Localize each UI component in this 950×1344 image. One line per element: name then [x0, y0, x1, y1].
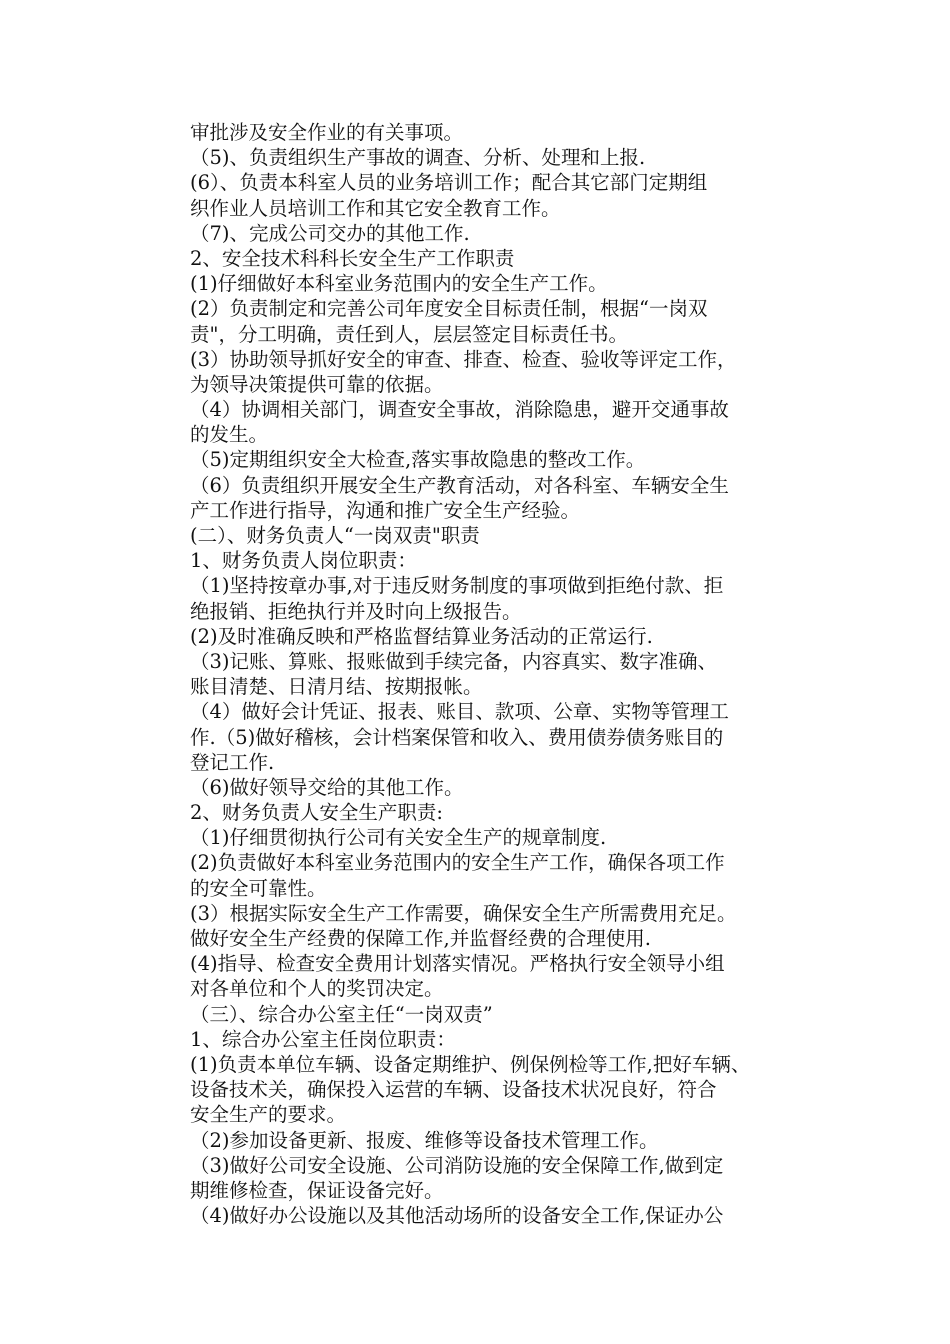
text-line: （6)做好领导交给的其他工作。	[190, 775, 464, 799]
text-line: 织作业人员培训工作和其它安全教育工作。	[190, 196, 561, 220]
text-line: （4）做好会计凭证、报表、账目、款项、公章、实物等管理工	[190, 700, 729, 724]
text-line: 的发生。	[190, 423, 269, 447]
text-line: 对各单位和个人的奖罚决定。	[190, 977, 444, 1001]
text-line: 1、综合办公室主任岗位职责：	[190, 1027, 456, 1051]
text-line: （4)做好办公设施以及其他活动场所的设备安全工作,保证办公	[190, 1204, 724, 1228]
text-line: 2、安全技术科科长安全生产工作职责	[190, 246, 515, 270]
text-line: （2)参加设备更新、报废、维修等设备技术管理工作。	[190, 1128, 659, 1152]
text-line: （6）负责组织开展安全生产教育活动，对各科室、车辆安全生	[190, 473, 729, 497]
text-line: (3）协助领导抓好安全的审查、排查、检查、验收等评定工作，	[190, 347, 737, 371]
text-line: (2)及时准确反映和严格监督结算业务活动的正常运行.	[190, 624, 653, 648]
text-line: 安全生产的要求。	[190, 1103, 347, 1127]
text-line: 作.（5)做好稽核，会计档案保管和收入、费用债券债务账目的	[190, 725, 724, 749]
text-line: (4)指导、检查安全费用计划落实情况。严格执行安全领导小组	[190, 952, 725, 976]
text-line: （三）、综合办公室主任“一岗双责”	[190, 1002, 493, 1026]
text-line: 绝报销、拒绝执行并及时向上级报告。	[190, 599, 522, 623]
text-line: （4）协调相关部门，调查安全事故，消除隐患，避开交通事故	[190, 398, 729, 422]
text-line: 产工作进行指导，沟通和推广安全生产经验。	[190, 498, 581, 522]
text-line: （5)定期组织安全大检查,落实事故隐患的整改工作。	[190, 448, 646, 472]
text-line: (2）负责制定和完善公司年度安全目标责任制，根据“一岗双	[190, 297, 708, 321]
text-line: (1)仔细做好本科室业务范围内的安全生产工作。	[190, 272, 608, 296]
text-line: 做好安全生产经费的保障工作,并监督经费的合理使用.	[190, 927, 651, 950]
text-line: 设备技术关，确保投入运营的车辆、设备技术状况良好，符合	[190, 1078, 717, 1102]
text-line: (3）根据实际安全生产工作需要，确保安全生产所需费用充足。	[190, 901, 737, 925]
text-line: 责"，分工明确，责任到人，层层签定目标责任书。	[190, 322, 628, 346]
text-line: 期维修检查，保证设备完好。	[190, 1178, 444, 1202]
text-line: 为领导决策提供可靠的依据。	[190, 372, 444, 396]
document-body	[190, 120, 830, 1228]
text-line: （1)坚持按章办事,对于违反财务制度的事项做到拒绝付款、拒	[190, 574, 724, 598]
text-line: 登记工作.	[190, 750, 275, 774]
text-line: (1)负责本单位车辆、设备定期维护、例保例检等工作,把好车辆、	[190, 1052, 751, 1076]
text-line: 审批涉及安全作业的有关事项。	[190, 121, 464, 144]
text-line: 的安全可靠性。	[190, 876, 327, 900]
text-line: (2)负责做好本科室业务范围内的安全生产工作，确保各项工作	[190, 851, 725, 875]
text-line: （7)、完成公司交办的其他工作.	[190, 221, 470, 245]
text-line: 2、财务负责人安全生产职责:	[190, 801, 443, 825]
text-line: 1、财务负责人岗位职责：	[190, 549, 417, 573]
text-line: (二）、财务负责人“一岗双责"职责	[190, 524, 480, 547]
text-line: （1)仔细贯彻执行公司有关安全生产的规章制度.	[190, 826, 607, 850]
text-line: （3)记账、算账、报账做到手续完备，内容真实、数字准确、	[190, 649, 718, 673]
text-line: (6）、负责本科室人员的业务培训工作；配合其它部门定期组	[190, 171, 708, 195]
text-line: （3)做好公司安全设施、公司消防设施的安全保障工作,做到定	[190, 1153, 724, 1177]
text-line: （5)、负责组织生产事故的调查、分析、处理和上报.	[190, 146, 646, 170]
text-line: 账目清楚、日清月结、按期报帐。	[190, 675, 483, 699]
